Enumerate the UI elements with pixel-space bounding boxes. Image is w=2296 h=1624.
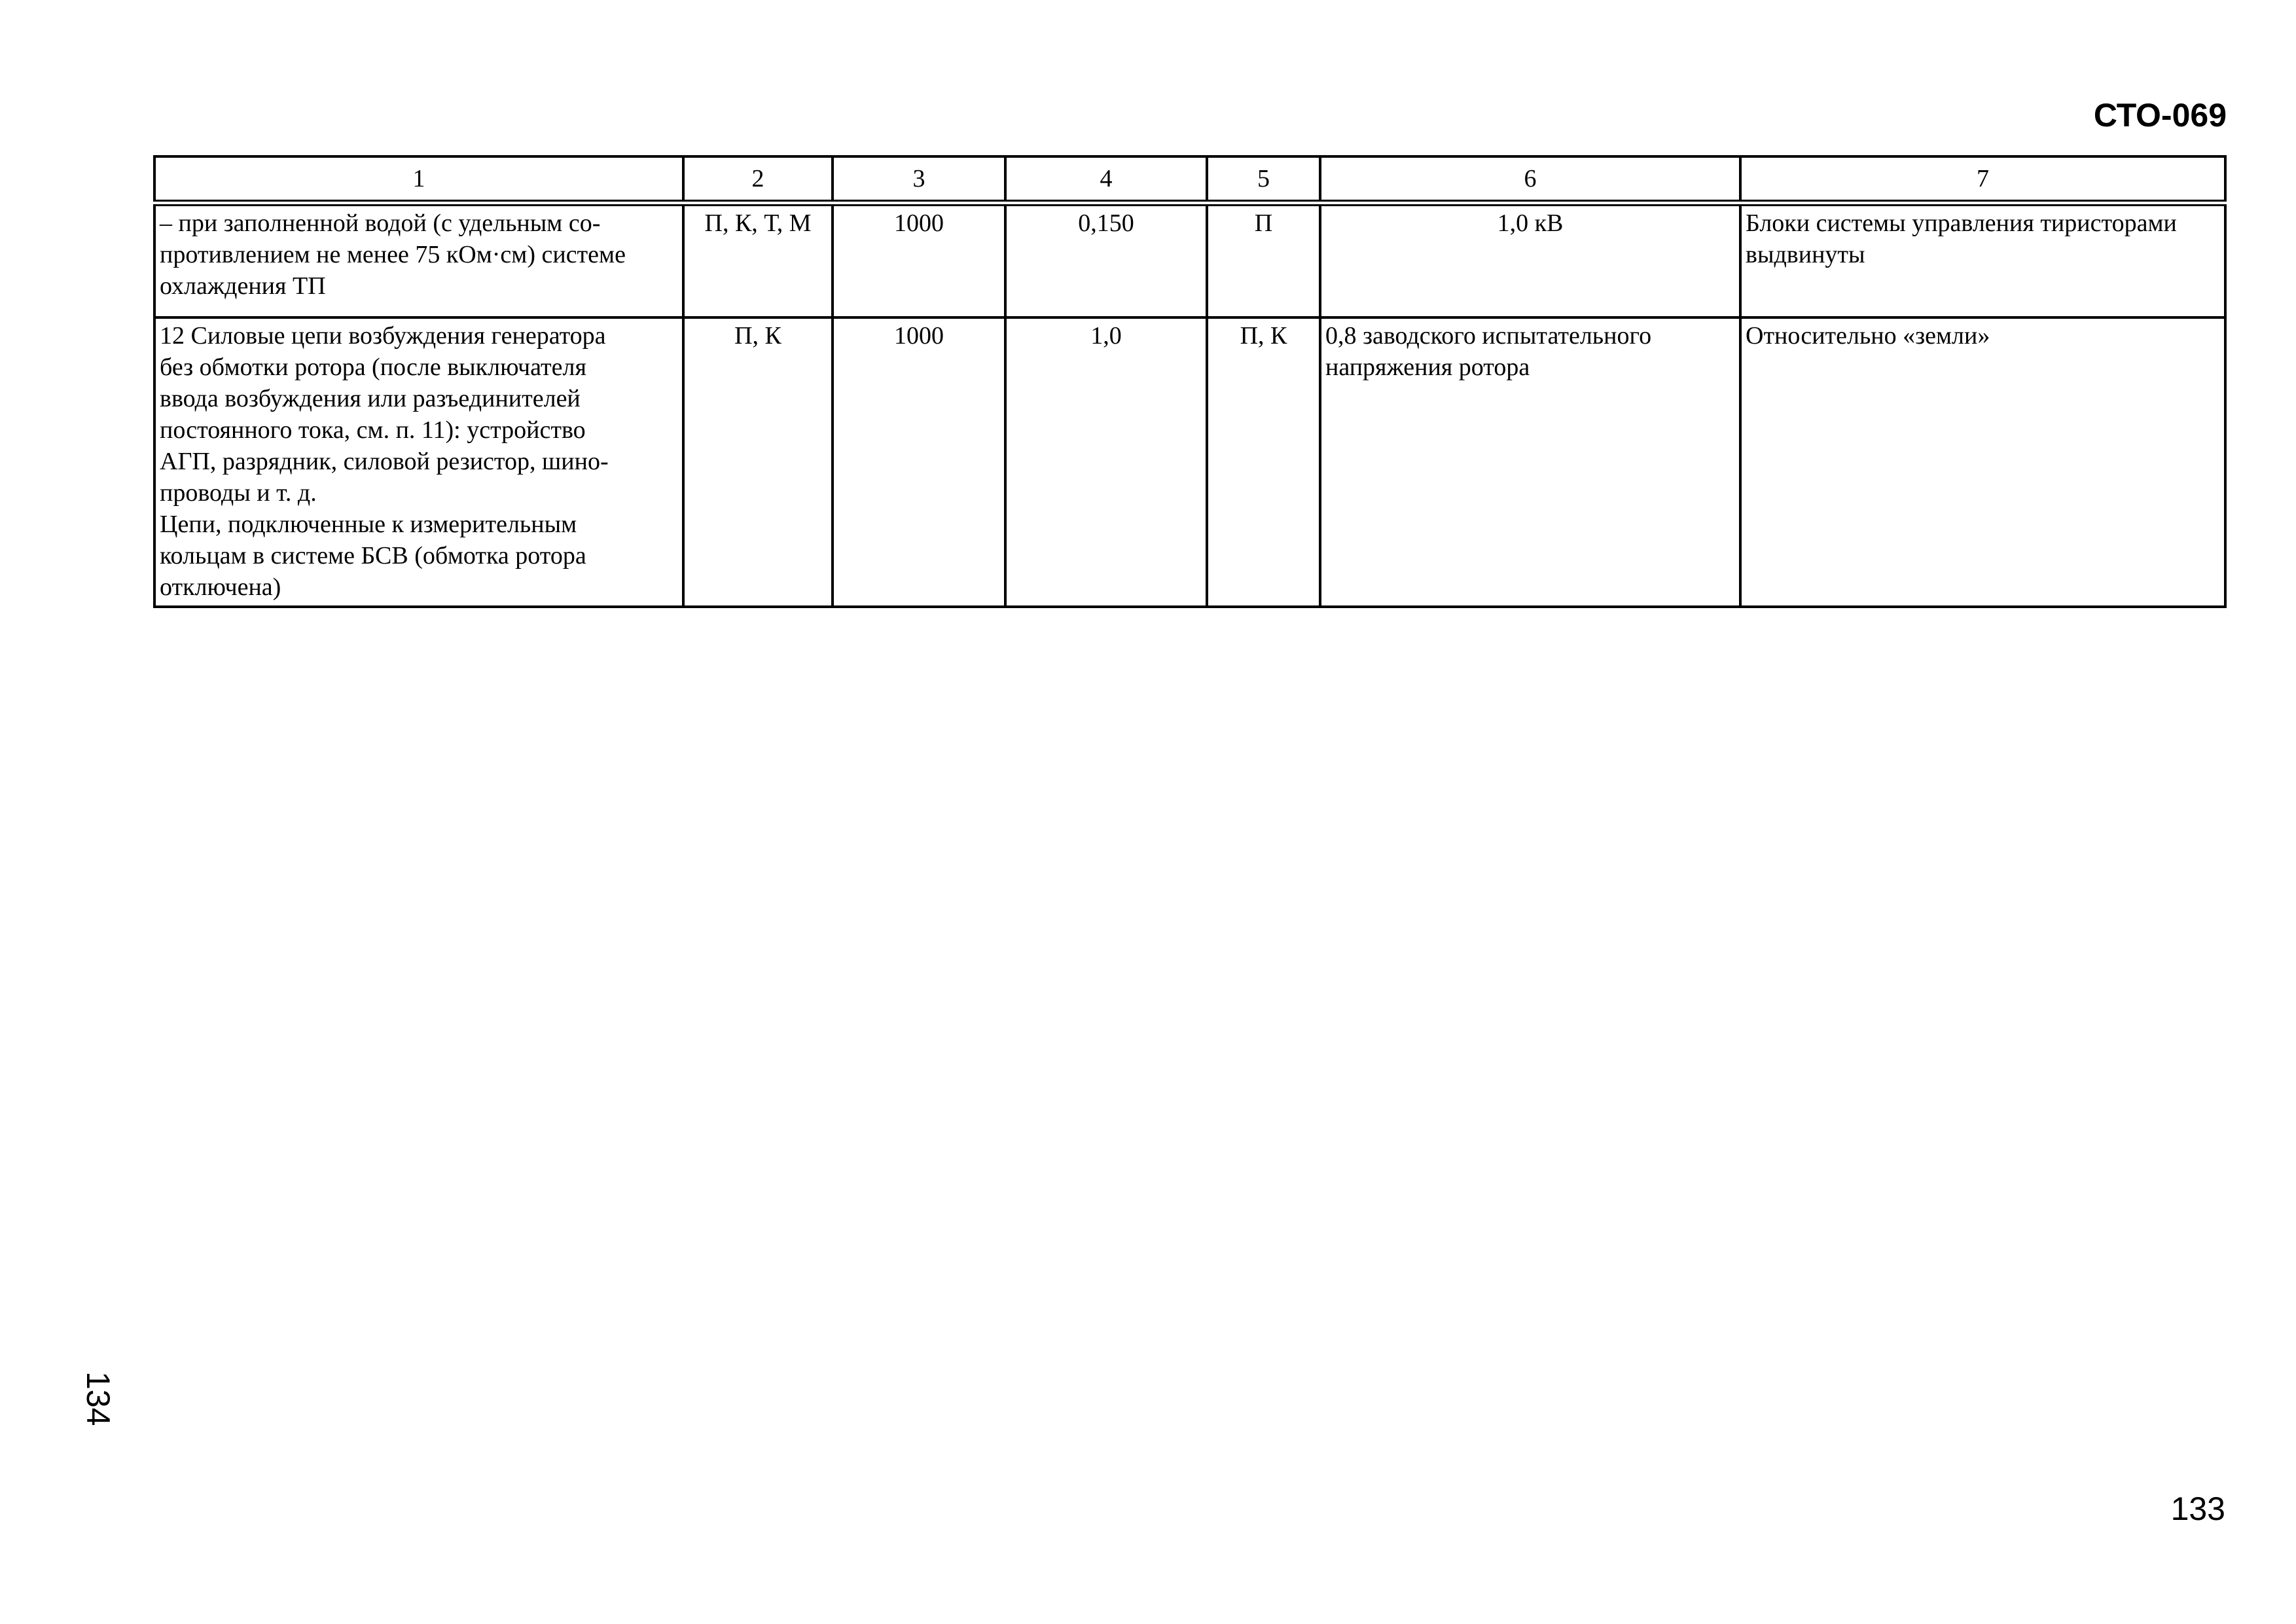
column-header-6: 6	[1320, 156, 1740, 203]
cell-test-type: П, К	[683, 317, 833, 607]
text-line: выдвинуты	[1746, 241, 1865, 268]
cell-test-voltage	[1320, 203, 1740, 317]
cell-notes	[1740, 203, 2225, 317]
text-line: 0,8 заводского испытательного	[1325, 322, 1652, 350]
text-line: кольцам в системе БСВ (обмотка ротора	[160, 542, 586, 569]
text-line: Цепи, подключенные к измерительным	[160, 511, 577, 538]
text-line: отключена)	[160, 573, 281, 601]
text-line: противлением не менее 75 кОм·см) системе	[160, 241, 626, 268]
cell-resistance: 0,150	[1005, 203, 1207, 317]
text-line: ввода возбуждения или разъединителей	[160, 385, 581, 412]
column-header-2: 2	[683, 156, 833, 203]
text-line: – при заполненной водой (с удельным со-	[160, 209, 601, 237]
cell-test-type: П, К, Т, М	[683, 203, 833, 317]
text-line: Относительно «земли»	[1746, 322, 1990, 350]
cell-test-category: П	[1207, 203, 1320, 317]
table-row	[154, 317, 2225, 607]
text-line: постоянного тока, см. п. 11): устройство	[160, 416, 586, 444]
text-line: АГП, разрядник, силовой резистор, шино-	[160, 448, 609, 475]
cell-object-description	[154, 317, 683, 607]
column-number-row	[154, 156, 2225, 203]
column-header-5: 5	[1207, 156, 1320, 203]
text-line: без обмотки ротора (после выключателя	[160, 353, 586, 381]
page-number: 133	[2170, 1490, 2225, 1527]
column-header-4: 4	[1005, 156, 1207, 203]
table-row	[154, 203, 2225, 317]
cell-voltage: 1000	[833, 203, 1005, 317]
column-header-1: 1	[154, 156, 683, 203]
text-line: 12 Силовые цепи возбуждения генератора	[160, 322, 606, 350]
column-header-3: 3	[833, 156, 1005, 203]
cell-test-category: П, К	[1207, 317, 1320, 607]
cell-notes	[1740, 317, 2225, 607]
requirements-table	[153, 155, 2227, 608]
text-line: напряжения ротора	[1325, 353, 1530, 381]
column-header-7: 7	[1740, 156, 2225, 203]
text-line: проводы и т. д.	[160, 479, 317, 507]
text-line: охлаждения ТП	[160, 272, 326, 300]
text-line: Блоки системы управления тиристорами	[1746, 209, 2177, 237]
cell-object-description	[154, 203, 683, 317]
cell-test-voltage	[1320, 317, 1740, 607]
document-code: СТО-069	[2093, 97, 2227, 134]
cell-voltage: 1000	[833, 317, 1005, 607]
side-page-number: 134	[80, 1371, 117, 1426]
cell-resistance: 1,0	[1005, 317, 1207, 607]
text-line: 1,0 кВ	[1497, 209, 1564, 237]
